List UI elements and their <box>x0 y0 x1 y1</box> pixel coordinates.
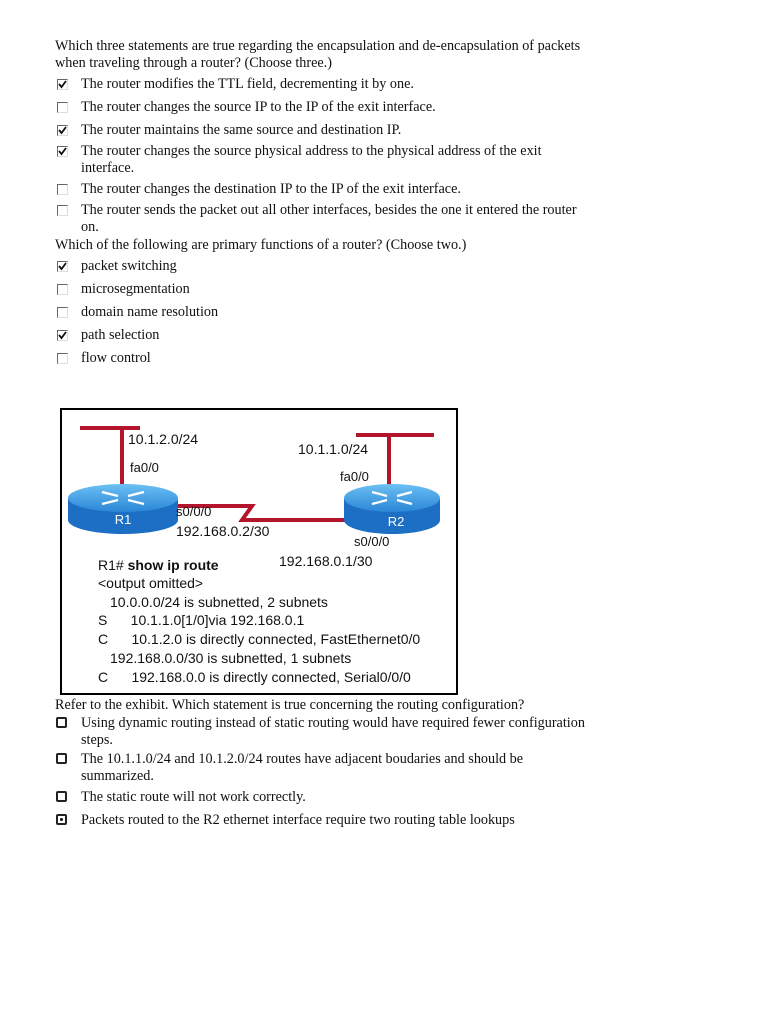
checkbox-icon[interactable] <box>57 184 68 195</box>
radio-dot-icon <box>60 818 63 821</box>
option-label-line: Packets routed to the R2 ethernet interface require two routing table lookups <box>81 812 515 828</box>
radio-icon[interactable] <box>56 753 67 764</box>
radio-icon[interactable] <box>56 791 67 802</box>
r1-fa-label: fa0/0 <box>130 460 159 475</box>
option-label-line: microsegmentation <box>81 281 190 297</box>
radio-selected-icon[interactable] <box>56 814 67 825</box>
option-label <box>81 812 641 829</box>
cli-line-2: 10.0.0.0/24 is subnetted, 2 subnets <box>110 594 328 610</box>
r2-serial-label: s0/0/0 <box>354 534 390 549</box>
option-label-line: The router changes the destination IP to the IP of the exit interface. <box>81 181 461 197</box>
checkbox-checked-icon[interactable] <box>57 261 68 272</box>
cli-line-5: 192.168.0.0/30 is subnetted, 1 subnets <box>110 650 352 666</box>
option-label <box>81 202 641 236</box>
option-label-line: The 10.1.1.0/24 and 10.1.2.0/24 routes have adjacent boudaries and should be <box>81 751 524 767</box>
question-2-text: Which of the following are primary functions of a router? (Choose two.) <box>55 237 467 253</box>
option-label-line: path selection <box>81 327 160 343</box>
option-label-line: The router modifies the TTL field, decrementing it by one. <box>81 76 414 92</box>
cli-command: show ip route <box>127 557 219 573</box>
checkbox-icon[interactable] <box>57 284 68 295</box>
exhibit-figure <box>60 408 458 695</box>
checkbox-icon[interactable] <box>57 307 68 318</box>
option-label-line: summarized. <box>81 768 154 784</box>
option-label <box>81 99 641 116</box>
option-label <box>81 143 641 177</box>
question-1-line-1: Which three statements are true regarding the encapsulation and de-encapsulation of packets <box>55 38 581 54</box>
radio-icon[interactable] <box>56 717 67 728</box>
option-label-line: domain name resolution <box>81 304 219 320</box>
option-label <box>81 281 641 298</box>
option-label-line: on. <box>81 219 99 235</box>
checkbox-icon[interactable] <box>57 205 68 216</box>
option-label-line: The router sends the packet out all other interfaces, besides the one it entered the router <box>81 202 577 218</box>
cli-command-line <box>98 557 219 573</box>
option-label-line: The router changes the source physical address to the physical address of the exit <box>81 143 542 159</box>
option-label <box>81 122 641 139</box>
question-1-text <box>55 38 675 72</box>
option-label <box>81 181 641 198</box>
cli-line-1: <output omitted> <box>98 575 204 591</box>
checkbox-checked-icon[interactable] <box>57 79 68 90</box>
checkbox-checked-icon[interactable] <box>57 330 68 341</box>
option-label <box>81 751 641 785</box>
r1-lan-label: 10.1.2.0/24 <box>128 431 199 447</box>
cli-line-4: C 10.1.2.0 is directly connected, FastEthernet0/0 <box>98 631 421 647</box>
option-label-line: The router changes the source IP to the IP of the exit interface. <box>81 99 436 115</box>
checkbox-checked-icon[interactable] <box>57 125 68 136</box>
cli-line-3: S 10.1.1.0[1/0]via 192.168.0.1 <box>98 612 305 628</box>
option-label-line: steps. <box>81 732 113 748</box>
option-label-line: Using dynamic routing instead of static routing would have required fewer configuration <box>81 715 585 731</box>
checkbox-icon[interactable] <box>57 102 68 113</box>
option-label-line: The router maintains the same source and destination IP. <box>81 122 402 138</box>
router-r2-icon <box>344 484 440 534</box>
checkbox-checked-icon[interactable] <box>57 146 68 157</box>
r2-serial-ip: 192.168.0.1/30 <box>279 553 373 569</box>
r1-name: R1 <box>114 512 132 527</box>
option-label <box>81 715 641 749</box>
checkbox-icon[interactable] <box>57 353 68 364</box>
option-label <box>81 350 641 367</box>
option-label-line: packet switching <box>81 258 177 274</box>
cli-prompt: R1# <box>98 557 128 573</box>
network-diagram <box>62 410 458 695</box>
option-label <box>81 327 641 344</box>
option-label-line: The static route will not work correctly. <box>81 789 306 805</box>
r2-lan-label: 10.1.1.0/24 <box>298 441 369 457</box>
r2-name: R2 <box>387 514 405 529</box>
option-label <box>81 258 641 275</box>
question-3-text: Refer to the exhibit. Which statement is true concerning the routing configuration? <box>55 697 525 713</box>
option-label <box>81 789 641 806</box>
option-label-line: flow control <box>81 350 151 366</box>
option-label-line: interface. <box>81 160 135 176</box>
question-1-line-2: when traveling through a router? (Choose three.) <box>55 55 332 71</box>
r1-serial-ip: 192.168.0.2/30 <box>176 523 270 539</box>
option-label <box>81 304 641 321</box>
option-label <box>81 76 641 93</box>
r2-fa-label: fa0/0 <box>340 469 369 484</box>
r1-serial-label: s0/0/0 <box>176 504 212 519</box>
cli-line-6: C 192.168.0.0 is directly connected, Serial0/0/0 <box>98 669 411 685</box>
router-r1-icon <box>68 484 178 534</box>
